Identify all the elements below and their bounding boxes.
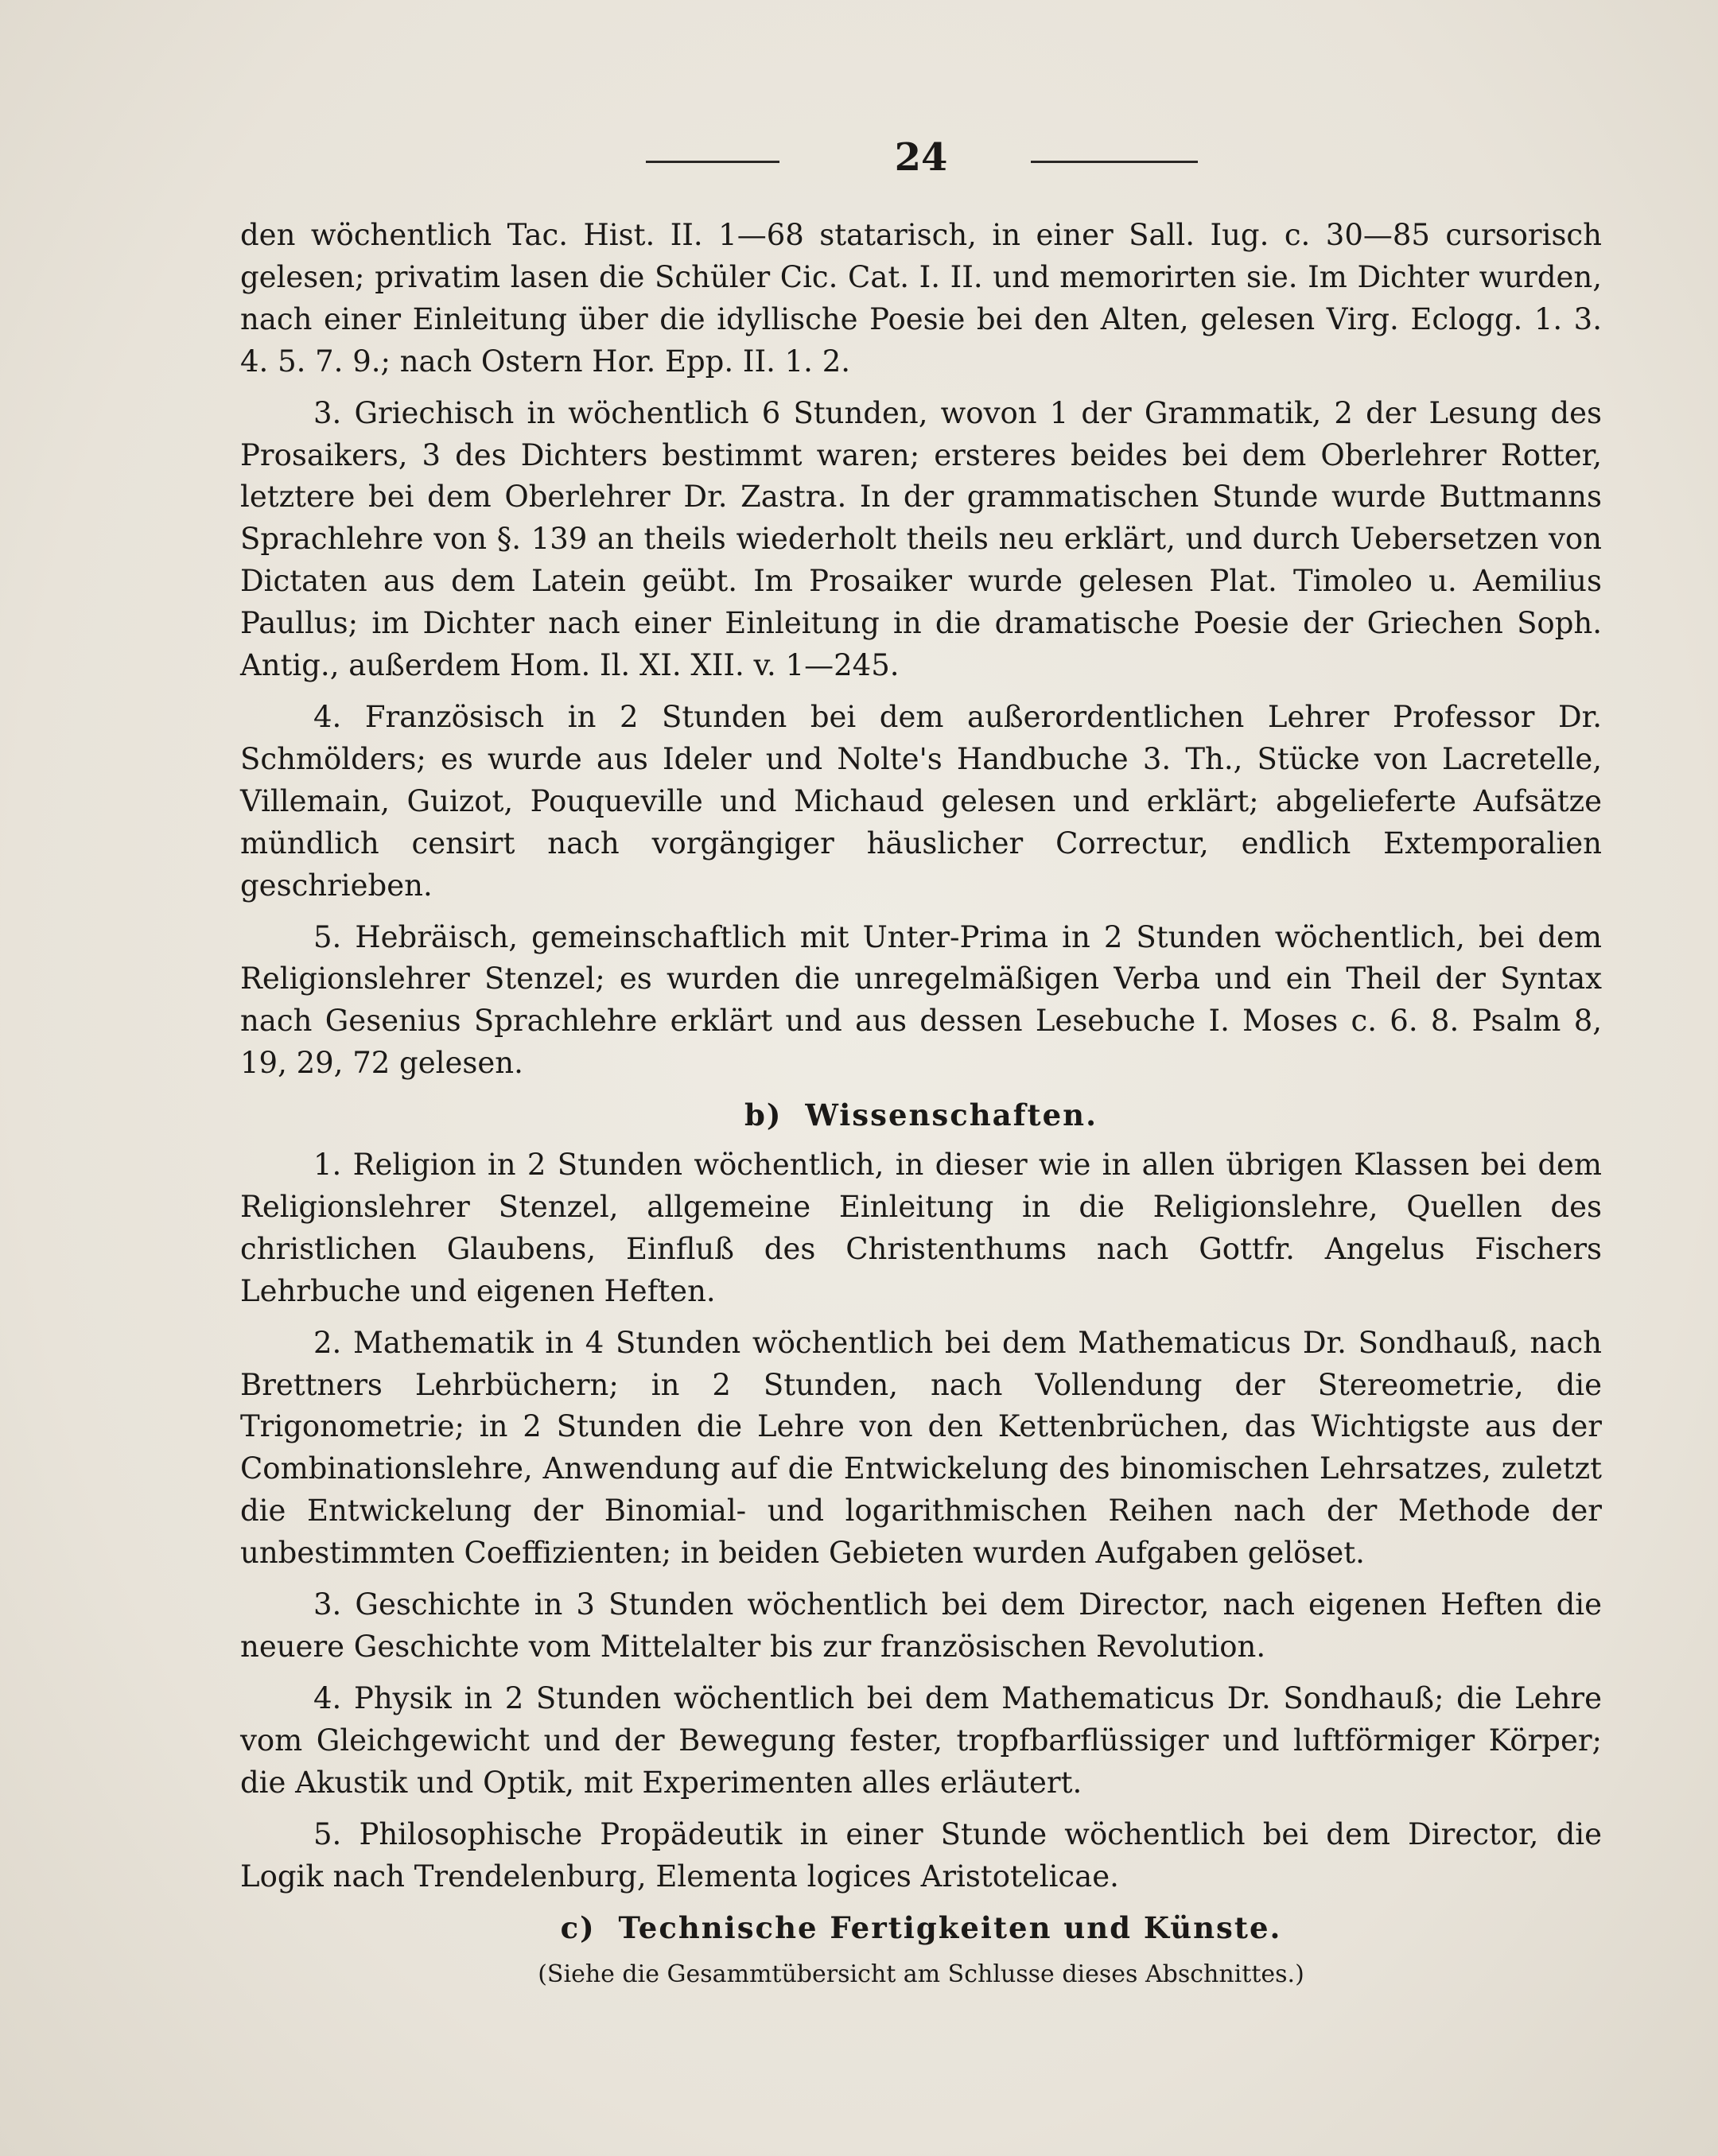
paragraph-mathematics: 2. Mathematik in 4 Stunden wöchentlich bei dem Mathematicus Dr. Sondhauß, nach Brettners Lehrbüchern; in 2 Stunden, nach Vollendung der Stereometrie, die Trigonometrie; in 2 Stunden die Lehre von den Kettenbrüchen, das Wichtigste aus der Combinationslehre, Anwendung auf die Entwickelung des binomischen Lehrsatzes, zuletzt die Entwickelung der Binomial- und logarithmischen Reihen nach der Methode der unbestimmten Coeffizienten; in beiden Gebieten wurden Aufgaben gelöset. [240, 1325, 1602, 1571]
header-rule-right [1031, 161, 1198, 163]
section-c-title: Technische Fertigkeiten und Künste. [618, 1910, 1282, 1946]
paragraph-hebrew: 5. Hebräisch, gemeinschaftlich mit Unter-Prima in 2 Stunden wöchentlich, bei dem Religionslehrer Stenzel; es wurden die unregelmäßigen Verba und ein Theil der Syntax nach Gesenius Sprachlehre erklärt und aus dessen Lesebuche I. Moses c. 6. 8. Psalm 8, 19, 29, 72 gelesen. [240, 919, 1602, 1081]
section-c-heading [240, 1907, 1602, 1949]
header-rule-left [646, 161, 779, 163]
page-number: 24 [894, 135, 948, 180]
section-b-heading [240, 1094, 1602, 1136]
paragraph-latin-continuation: den wöchentlich Tac. Hist. II. 1—68 statarisch, in einer Sall. Iug. c. 30—85 cursorisch gelesen; privatim lasen die Schüler Cic. Cat. I. II. und memorirten sie. Im Dichter wurden, nach einer Einleitung über die idyllische Poesie bei den Alten, gelesen Virg. Eclogg. 1. 3. 4. 5. 7. 9.; nach Ostern Hor. Epp. II. 1. 2. [240, 218, 1602, 379]
paragraph-greek: 3. Griechisch in wöchentlich 6 Stunden, wovon 1 der Grammatik, 2 der Lesung des Prosaikers, 3 des Dichters bestimmt waren; ersteres beides bei dem Oberlehrer Rotter, letztere bei dem Oberlehrer Dr. Zastra. In der grammatischen Stunde wurde Buttmanns Sprachlehre von §. 139 an theils wiederholt theils neu erklärt, und durch Uebersetzen von Dictaten aus dem Latein geübt. Im Prosaiker wurde gelesen Plat. Timoleo u. Aemilius Paullus; im Dichter nach einer Einleitung in die dramatische Poesie der Griechen Soph. Antig., außerdem Hom. Il. XI. XII. v. 1—245. [240, 395, 1602, 683]
paragraph-history: 3. Geschichte in 3 Stunden wöchentlich bei dem Director, nach eigenen Heften die neuere Geschichte vom Mittelalter bis zur französischen Revolution. [240, 1587, 1602, 1664]
section-c-marker: c) [560, 1910, 596, 1946]
section-b-marker: b) [744, 1097, 783, 1133]
section-c-note: (Siehe die Gesammtübersicht am Schlusse dieses Abschnittes.) [538, 1960, 1304, 1989]
paragraph-physics: 4. Physik in 2 Stunden wöchentlich bei dem Mathematicus Dr. Sondhauß; die Lehre vom Gleichgewicht und der Bewegung fester, tropfbarflüssiger und luftförmiger Körper; die Akustik und Optik, mit Experimenten alles erläutert. [240, 1680, 1602, 1800]
paragraph-religion: 1. Religion in 2 Stunden wöchentlich, in dieser wie in allen übrigen Klassen bei dem Religionslehrer Stenzel, allgemeine Einleitung in die Religionslehre, Quellen des christlichen Glaubens, Einfluß des Christenthums nach Gottfr. Angelus Fischers Lehrbuche und eigenen Heften. [240, 1148, 1602, 1308]
paragraph-philosophy: 5. Philosophische Propädeutik in einer Stunde wöchentlich bei dem Director, die Logik nach Trendelenburg, Elementa logices Aristotelicae. [240, 1816, 1602, 1894]
section-b-title: Wissenschaften. [805, 1097, 1098, 1133]
page-header [0, 134, 1718, 189]
body-text [240, 215, 1602, 1992]
paragraph-french: 4. Französisch in 2 Stunden bei dem außerordentlichen Lehrer Professor Dr. Schmölders; es wurde aus Ideler und Nolte's Handbuche 3. Th., Stücke von Lacretelle, Villemain, Guizot, Pouqueville und Michaud gelesen und erklärt; abgelieferte Aufsätze mündlich censirt nach vorgängiger häuslicher Correctur, endlich Extemporalien geschrieben. [240, 699, 1602, 903]
